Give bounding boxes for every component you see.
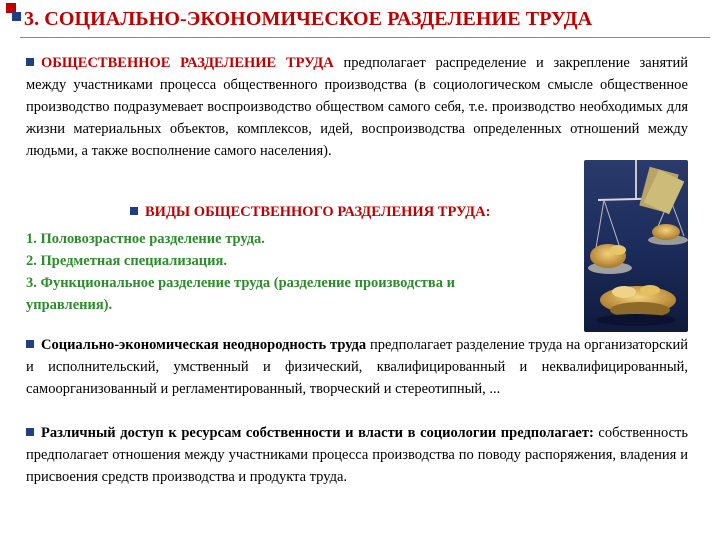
scales-money-image xyxy=(584,160,688,332)
paragraph-lead: ОБЩЕСТВЕННОЕ РАЗДЕЛЕНИЕ ТРУДА xyxy=(41,55,334,71)
types-heading-text: ВИДЫ ОБЩЕСТВЕННОГО РАЗДЕЛЕНИЯ ТРУДА: xyxy=(145,204,491,220)
list-item: 2. Предметная специализация. xyxy=(26,253,227,269)
paragraph-lead: Различный доступ к ресурсам собственности и власти в социологии предполагает: xyxy=(41,425,594,441)
paragraph-lead: Социально-экономическая неоднородность труда xyxy=(41,337,367,353)
paragraph-heterogeneity xyxy=(26,334,688,400)
types-list xyxy=(26,228,566,316)
list-item: 3. Функциональное разделение труда (разделение производства и xyxy=(26,275,455,291)
slide-title: 3. СОЦИАЛЬНО-ЭКОНОМИЧЕСКОЕ РАЗДЕЛЕНИЕ ТРУДА xyxy=(24,8,593,30)
paragraph-social-division xyxy=(26,52,688,162)
paragraph-text: предполагает распределение и закрепление занятий между участниками процесса общественного производства (в социологическом смысле общественное производство подразумевает воспроизводство обществом самого себя, т.е. производство необходимых для жизни материальных объектов, комплексов, идей, воспроизводства определенных отношений между людьми, а также восполнение самого населения). xyxy=(26,55,688,159)
bullet-square-icon xyxy=(26,428,34,436)
paragraph-text: собственность предполагает отношения между участниками процесса производства по поводу распоряжения, владения и присвоения средств производства и продукта труда. xyxy=(26,425,688,485)
scales-money-illustration xyxy=(584,160,688,332)
bullet-square-icon xyxy=(26,58,34,66)
bullet-square-icon xyxy=(130,207,138,215)
bullet-square-icon xyxy=(26,340,34,348)
list-item: 1. Половозрастное разделение труда. xyxy=(26,231,265,247)
paragraph-access xyxy=(26,422,688,488)
paragraph-text: предполагает разделение труда на организаторский и исполнительский, умственный и физический, квалифицированный и неквалифицированный, самоорганизованный и регламентированный, творческий и стереотипный, ... xyxy=(26,337,688,397)
list-item: управления). xyxy=(26,297,113,313)
title-divider xyxy=(20,37,710,38)
types-heading xyxy=(130,204,490,221)
corner-decoration-blue xyxy=(12,12,21,21)
